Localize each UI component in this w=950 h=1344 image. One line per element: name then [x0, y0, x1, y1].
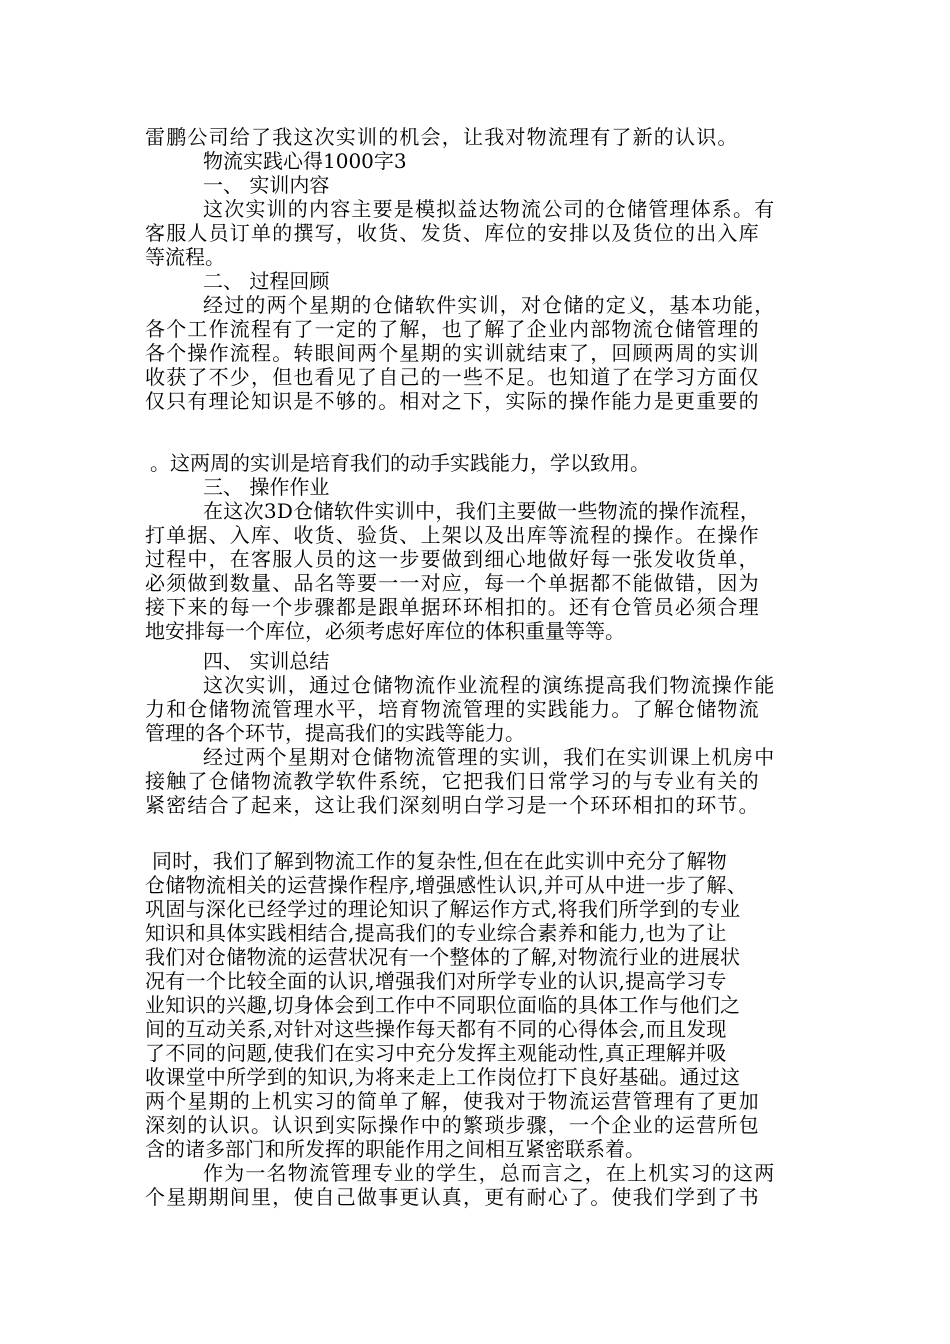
text-line: 业知识的兴趣,切身体会到工作中不同职位面临的具体工作与他们之 [145, 993, 741, 1017]
text-line: 我们对仓储物流的运营状况有一个整体的了解,对物流行业的进展状 [145, 945, 741, 969]
text-line: 仅只有理论知识是不够的。相对之下，实际的操作能力是更重要的 [145, 389, 760, 413]
text-line: 深刻的认识。认识到实际操作中的繁琐步骤，一个企业的运营所包 [145, 1113, 760, 1137]
text-line: 各个工作流程有了一定的了解，也了解了企业内部物流仓储管理的 [145, 317, 760, 341]
text-line: 个星期期间里，使自己做事更认真，更有耐心了。使我们学到了书 [145, 1185, 760, 1209]
text-line: 经过的两个星期的仓储软件实训，对仓储的定义，基本功能， [203, 293, 776, 317]
text-line: 含的诸多部门和所发挥的职能作用之间相互紧密联系着。 [145, 1137, 645, 1161]
text-line: 各个操作流程。转眼间两个星期的实训就结束了，回顾两周的实训 [145, 341, 760, 365]
heading-training-content: 一、 实训内容 [203, 173, 330, 197]
text-line: 收课堂中所学到的知识,为将来走上工作岗位打下良好基础。通过这 [145, 1065, 741, 1089]
text-line: 力和仓储物流管理水平，培育物流管理的实践能力。了解仓储物流 [145, 697, 760, 721]
text-line: 这次实训的内容主要是模拟益达物流公司的仓储管理体系。有 [203, 197, 776, 221]
text-line: 况有一个比较全面的认识,增强我们对所学专业的认识,提高学习专 [145, 969, 727, 993]
heading-training-summary: 四、 实训总结 [203, 649, 330, 673]
text-line: 接触了仓储物流教学软件系统，它把我们日常学习的与专业有关的 [145, 769, 760, 793]
text-line: 雷鹏公司给了我这次实训的机会，让我对物流理有了新的认识。 [145, 125, 739, 149]
text-line: 知识和具体实践相结合,提高我们的专业综合素养和能力,也为了让 [145, 921, 727, 945]
text-line: 接下来的每一个步骤都是跟单据环环相扣的。还有仓管员必须合理 [145, 595, 760, 619]
section-title: 物流实践心得1000字3 [203, 149, 407, 173]
text-line: 客服人员订单的撰写，收货、发货、库位的安排以及货位的出入库 [145, 221, 760, 245]
text-line: 间的互动关系,对针对这些操作每天都有不同的心得体会,而且发现 [145, 1017, 727, 1041]
text-line: 同时，我们了解到物流工作的复杂性,但在在此实训中充分了解物 [152, 849, 728, 873]
text-line: 等流程。 [145, 245, 225, 269]
text-line: 地安排每一个库位，必须考虑好库位的体积重量等等。 [145, 619, 625, 643]
text-line: 紧密结合了起来，这让我们深刻明白学习是一个环环相扣的环节。 [145, 793, 760, 817]
heading-process-review: 二、 过程回顾 [203, 269, 330, 293]
text-line: 经过两个星期对仓储物流管理的实训，我们在实训课上机房中 [203, 745, 776, 769]
text-line: 管理的各个环节，提高我们的实践等能力。 [145, 721, 525, 745]
text-line: 在这次3D仓储软件实训中，我们主要做一些物流的操作流程， [203, 499, 761, 523]
heading-operation-work: 三、 操作作业 [203, 475, 330, 499]
text-line: 了不同的问题,使我们在实习中充分发挥主观能动性,真正理解并吸 [145, 1041, 727, 1065]
text-line: 收获了不少，但也看见了自己的一些不足。也知道了在学习方面仅 [145, 365, 760, 389]
text-line: 巩固与深化已经学过的理论知识了解运作方式,将我们所学到的专业 [145, 897, 741, 921]
text-line: 。这两周的实训是培育我们的动手实践能力，学以致用。 [150, 451, 650, 475]
text-line: 这次实训，通过仓储物流作业流程的演练提高我们物流操作能 [203, 673, 776, 697]
text-line: 两个星期的上机实习的简单了解，使我对于物流运营管理有了更加 [145, 1089, 760, 1113]
text-line: 过程中，在客服人员的这一步要做到细心地做好每一张发收货单， [145, 547, 760, 571]
text-line: 打单据、入库、收货、验货、上架以及出库等流程的操作。在操作 [145, 523, 760, 547]
text-line: 必须做到数量、品名等要一一对应，每一个单据都不能做错，因为 [145, 571, 760, 595]
text-line: 仓储物流相关的运营操作程序,增强感性认识,并可从中进一步了解、 [145, 873, 748, 897]
text-line: 作为一名物流管理专业的学生，总而言之，在上机实习的这两 [203, 1161, 776, 1185]
